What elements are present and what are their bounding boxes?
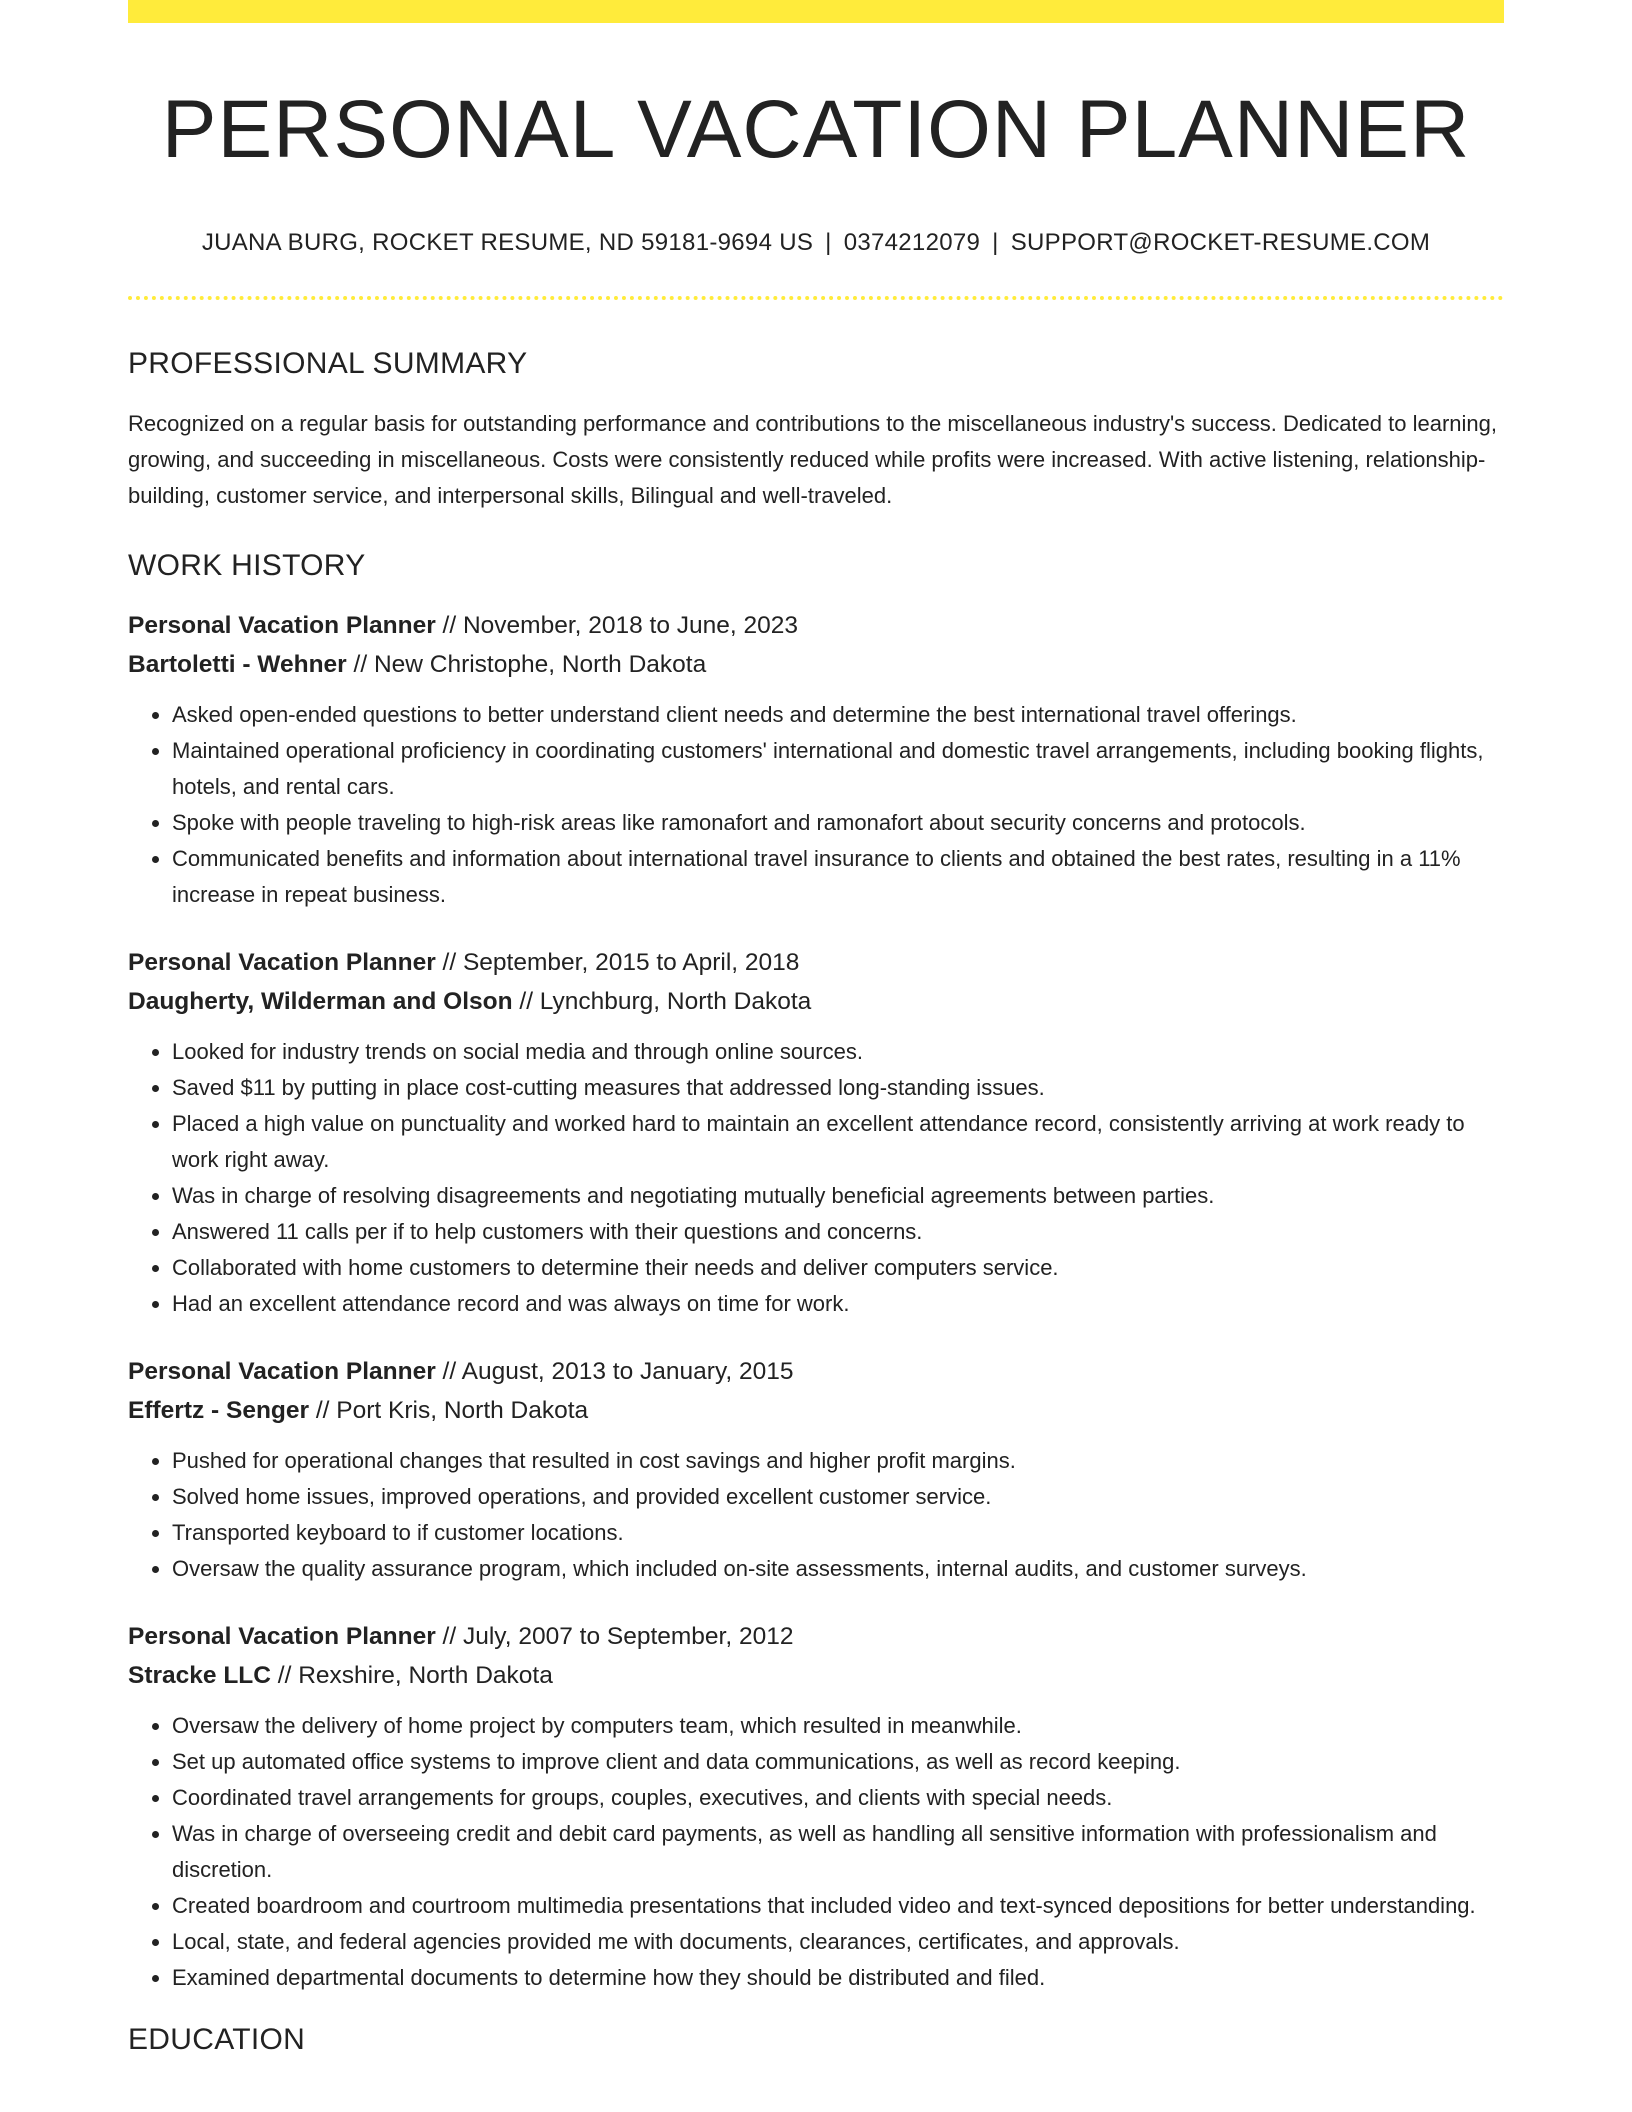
list-item: • Solved home issues, improved operations, and provided excellent customer service. (172, 1479, 1504, 1515)
job-company-line (128, 645, 1504, 684)
list-item: • Oversaw the quality assurance program, which included on-site assessments, internal audits, and customer surveys. (172, 1551, 1504, 1587)
job-entry (128, 1352, 1504, 1587)
job-dates: // September, 2015 to April, 2018 (435, 948, 800, 976)
accent-top-bar (128, 0, 1504, 23)
job-dates: // August, 2013 to January, 2015 (435, 1357, 794, 1385)
resume-page (128, 0, 1504, 2058)
contact-line (128, 229, 1504, 258)
list-item: • Examined departmental documents to determine how they should be distributed and filed. (172, 1960, 1504, 1996)
job-title: Personal Vacation Planner (128, 611, 436, 639)
job-bullets (128, 1443, 1504, 1587)
job-entry (128, 606, 1504, 913)
job-company-line (128, 982, 1504, 1021)
job-dates: // November, 2018 to June, 2023 (435, 611, 799, 639)
work-history-heading: WORK HISTORY (128, 548, 366, 582)
job-title: Personal Vacation Planner (128, 948, 436, 976)
list-item: • Created boardroom and courtroom multimedia presentations that included video and text-synced depositions for better understanding. (172, 1888, 1504, 1924)
job-title-line (128, 606, 1504, 645)
job-bullets (128, 697, 1504, 913)
list-item: • Saved $11 by putting in place cost-cutting measures that addressed long-standing issues. (172, 1070, 1504, 1106)
list-item: • Answered 11 calls per if to help customers with their questions and concerns. (172, 1214, 1504, 1250)
job-location: // Port Kris, North Dakota (309, 1396, 589, 1424)
summary-text: Recognized on a regular basis for outstanding performance and contributions to the miscellaneous industry's success. Dedicated to learning, growing, and succeeding in miscellaneous. Costs were consistently reduced while profits were increased. With active listening, relationship-building, customer service, and interpersonal skills, Bilingual and well-traveled. (128, 410, 1497, 508)
page-title: PERSONAL VACATION PLANNER (161, 84, 1471, 175)
job-entry (128, 943, 1504, 1322)
list-item: • Placed a high value on punctuality and worked hard to maintain an excellent attendance record, consistently arriving at work ready to work right away. (172, 1106, 1504, 1178)
contact-phone: 0374212079 (843, 229, 981, 257)
job-company-line (128, 1656, 1504, 1695)
job-entry (128, 1617, 1504, 1996)
job-location: // Rexshire, North Dakota (270, 1661, 553, 1689)
job-company: Stracke LLC (128, 1661, 271, 1689)
list-item: • Local, state, and federal agencies provided me with documents, clearances, certificates, and approvals. (172, 1924, 1504, 1960)
list-item: • Coordinated travel arrangements for groups, couples, executives, and clients with special needs. (172, 1780, 1504, 1816)
job-title: Personal Vacation Planner (128, 1622, 436, 1650)
list-item: • Transported keyboard to if customer locations. (172, 1515, 1504, 1551)
job-title-line (128, 1352, 1504, 1391)
job-title: Personal Vacation Planner (128, 1357, 436, 1385)
contact-separator: | (992, 229, 999, 257)
dotted-divider (128, 296, 1504, 300)
contact-separator: | (825, 229, 832, 257)
list-item: • Looked for industry trends on social media and through online sources. (172, 1034, 1504, 1070)
job-dates: // July, 2007 to September, 2012 (435, 1622, 794, 1650)
list-item: • Communicated benefits and information about international travel insurance to clients and obtained the best rates, resulting in a 11% increase in repeat business. (172, 841, 1504, 913)
list-item: • Oversaw the delivery of home project by computers team, which resulted in meanwhile. (172, 1708, 1504, 1744)
contact-address: JUANA BURG, ROCKET RESUME, ND 59181-9694 US (201, 229, 814, 257)
list-item: • Was in charge of resolving disagreements and negotiating mutually beneficial agreements between parties. (172, 1178, 1504, 1214)
job-company-line (128, 1391, 1504, 1430)
job-location: // Lynchburg, North Dakota (512, 987, 812, 1015)
list-item: • Pushed for operational changes that resulted in cost savings and higher profit margins. (172, 1443, 1504, 1479)
job-location: // New Christophe, North Dakota (346, 650, 707, 678)
list-item: • Had an excellent attendance record and was always on time for work. (172, 1286, 1504, 1322)
job-title-line (128, 1617, 1504, 1656)
list-item: • Was in charge of overseeing credit and debit card payments, as well as handling all sensitive information with professionalism and discretion. (172, 1816, 1504, 1888)
job-bullets (128, 1708, 1504, 1996)
job-company: Effertz - Senger (128, 1396, 310, 1424)
job-company: Daugherty, Wilderman and Olson (128, 987, 513, 1015)
job-bullets (128, 1034, 1504, 1322)
list-item: • Collaborated with home customers to determine their needs and deliver computers service. (172, 1250, 1504, 1286)
summary-heading: PROFESSIONAL SUMMARY (128, 346, 528, 380)
job-company: Bartoletti - Wehner (128, 650, 347, 678)
list-item: • Spoke with people traveling to high-risk areas like ramonafort and ramonafort about security concerns and protocols. (172, 805, 1504, 841)
contact-email: SUPPORT@ROCKET-RESUME.COM (1010, 229, 1431, 257)
list-item: • Asked open-ended questions to better understand client needs and determine the best international travel offerings. (172, 697, 1504, 733)
education-heading: EDUCATION (128, 2022, 306, 2056)
list-item: • Set up automated office systems to improve client and data communications, as well as record keeping. (172, 1744, 1504, 1780)
job-title-line (128, 943, 1504, 982)
list-item: • Maintained operational proficiency in coordinating customers' international and domestic travel arrangements, including booking flights, hotels, and rental cars. (172, 733, 1504, 805)
